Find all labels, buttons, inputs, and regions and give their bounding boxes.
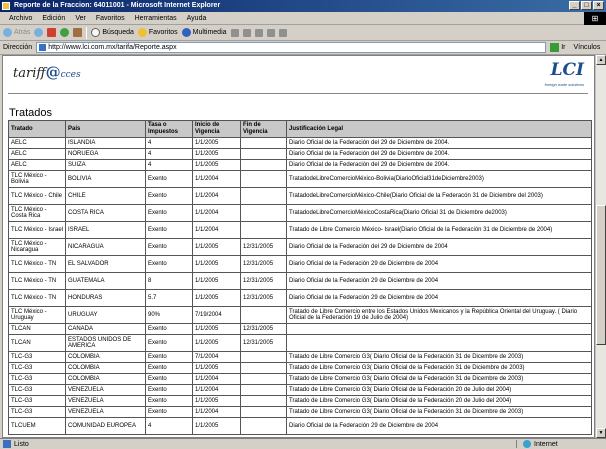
stop-button[interactable] xyxy=(47,28,56,37)
cell-justificacion: Diario Oficial de la Federación del 29 de Diciembre de 2004. xyxy=(287,138,592,149)
cell-justificacion: TratadodeLibreComercioMéxico-Bolivia(DiarioOficial31deDiciembre2003) xyxy=(287,171,592,188)
table-row xyxy=(9,418,592,435)
cell-justificacion: Diario Oficial de la Federación del 29 de Diciembre de 2004. xyxy=(287,160,592,171)
cell-pais: NORUEGA xyxy=(66,149,146,160)
cell-fin: 12/31/2005 xyxy=(241,239,287,256)
table-row xyxy=(9,171,592,188)
cell-fin xyxy=(241,418,287,435)
table-row xyxy=(9,374,592,385)
cell-justificacion xyxy=(287,324,592,335)
forward-button[interactable] xyxy=(34,28,43,37)
cell-justificacion: Diario Oficial de la Federación del 29 de Diciembre de 2004. xyxy=(287,149,592,160)
menu-archivo[interactable]: Archivo xyxy=(9,14,33,22)
print-icon xyxy=(255,29,263,37)
cell-pais: URUGUAY xyxy=(66,307,146,324)
cell-fin xyxy=(241,374,287,385)
logo-left-text-2: cces xyxy=(60,70,81,80)
status-text: Listo xyxy=(14,440,29,448)
cell-fin xyxy=(241,407,287,418)
status-page-icon xyxy=(3,440,11,448)
minimize-button[interactable]: _ xyxy=(569,1,580,10)
cell-pais: VENEZUELA xyxy=(66,407,146,418)
cell-pais: BOLIVIA xyxy=(66,171,146,188)
cell-fin: 12/31/2005 xyxy=(241,273,287,290)
media-label: Multimedia xyxy=(192,29,227,36)
go-arrow-icon xyxy=(550,43,559,52)
table-row xyxy=(9,385,592,396)
header-divider xyxy=(8,93,588,94)
cell-fin xyxy=(241,396,287,407)
cell-pais: COMUNIDAD EUROPEA xyxy=(66,418,146,435)
cell-tasa: Exento xyxy=(146,407,193,418)
cell-tratado: TLCAN xyxy=(9,335,66,352)
cell-tratado: TLC México - TN xyxy=(9,256,66,273)
header-tasa: Tasa o Impuestos xyxy=(146,121,193,138)
cell-tratado: TLC México - Israel xyxy=(9,222,66,239)
cell-inicio: 1/1/2005 xyxy=(193,363,241,374)
discuss-icon xyxy=(279,29,287,37)
cell-inicio: 1/1/2004 xyxy=(193,171,241,188)
cell-tasa: Exento xyxy=(146,222,193,239)
cell-tratado: TLC México - Uruguay xyxy=(9,307,66,324)
table-row xyxy=(9,290,592,307)
table-row xyxy=(9,205,592,222)
back-arrow-icon xyxy=(3,28,12,37)
cell-inicio: 1/1/2005 xyxy=(193,239,241,256)
table-row xyxy=(9,222,592,239)
cell-tasa: 4 xyxy=(146,418,193,435)
cell-justificacion: Diario Oficial de la Federación 29 de Diciembre de 2004 xyxy=(287,256,592,273)
window-controls xyxy=(569,1,604,10)
favorites-label: Favoritos xyxy=(148,29,178,36)
cell-tasa: Exento xyxy=(146,374,193,385)
cell-tasa: Exento xyxy=(146,324,193,335)
cell-tasa: 4 xyxy=(146,138,193,149)
cell-tasa: 5.7 xyxy=(146,290,193,307)
cell-justificacion: Tratado de Libre Comercio G3( Diario Oficial de la Federación 31 de Diciembre de 2003) xyxy=(287,363,592,374)
globe-icon xyxy=(523,440,531,448)
cell-tasa: Exento xyxy=(146,188,193,205)
favorites-star-icon xyxy=(138,28,147,37)
table-row xyxy=(9,335,592,352)
section-title: Tratados xyxy=(9,107,53,119)
cell-inicio: 1/1/2004 xyxy=(193,407,241,418)
security-zone xyxy=(516,440,606,448)
discuss-button[interactable] xyxy=(279,29,287,37)
logo-left-at: @ xyxy=(45,63,61,81)
table-row xyxy=(9,273,592,290)
cell-inicio: 7/19/2004 xyxy=(193,307,241,324)
cell-justificacion: TratadodeLibreComercioMéxicoCostaRica(Diario Oficial 31 de Diciembre de2003) xyxy=(287,205,592,222)
menu-bar xyxy=(0,12,606,25)
history-button[interactable] xyxy=(231,29,239,37)
go-button[interactable] xyxy=(550,43,565,52)
cell-pais: ESTADOS UNIDOS DE AMERICA xyxy=(66,335,146,352)
scroll-thumb[interactable] xyxy=(596,205,606,345)
cell-fin xyxy=(241,160,287,171)
header-fin: Fin de Vigencia xyxy=(241,121,287,138)
cell-inicio: 7/1/2004 xyxy=(193,352,241,363)
back-button[interactable] xyxy=(3,28,30,37)
cell-pais: COSTA RICA xyxy=(66,205,146,222)
cell-fin xyxy=(241,205,287,222)
links-button[interactable]: Vínculos xyxy=(573,44,601,51)
cell-pais: EL SALVADOR xyxy=(66,256,146,273)
cell-tasa: Exento xyxy=(146,385,193,396)
header-inicio: Inicio de Vigencia xyxy=(193,121,241,138)
zone-label: Internet xyxy=(534,440,558,448)
cell-tratado: AELC xyxy=(9,149,66,160)
cell-tratado: TLC México - TN xyxy=(9,290,66,307)
media-icon xyxy=(182,28,191,37)
cell-pais: ISLANDIA xyxy=(66,138,146,149)
maximize-button[interactable]: □ xyxy=(581,1,592,10)
cell-fin: 12/31/2005 xyxy=(241,256,287,273)
history-icon xyxy=(231,29,239,37)
favorites-button[interactable] xyxy=(138,28,178,37)
cell-justificacion: Tratado de Libre Comercio entre los Estados Unidos Mexicanos y la República Oriental del Uruguay. ( Diario Oficial de la Federación 19 de Julio de 2004) xyxy=(287,307,592,324)
page-viewport xyxy=(2,55,595,438)
status-bar xyxy=(0,438,606,449)
cell-inicio: 1/1/2005 xyxy=(193,290,241,307)
search-button[interactable] xyxy=(91,28,134,37)
cell-tratado: AELC xyxy=(9,160,66,171)
stop-icon xyxy=(47,28,56,37)
address-label: Dirección xyxy=(3,44,33,51)
search-label: Búsqueda xyxy=(102,29,134,36)
table-row xyxy=(9,160,592,171)
table-body xyxy=(9,138,592,435)
cell-justificacion: Diario Oficial de la Federación 29 de Diciembre de 2004 xyxy=(287,290,592,307)
cell-tratado: TLCUEM xyxy=(9,418,66,435)
refresh-icon xyxy=(60,28,69,37)
header-pais: País xyxy=(66,121,146,138)
home-icon xyxy=(73,28,82,37)
cell-pais: NICARAGUA xyxy=(66,239,146,256)
table-row xyxy=(9,363,592,374)
cell-pais: ISRAEL xyxy=(66,222,146,239)
cell-tasa: 8 xyxy=(146,273,193,290)
address-url: http://www.lci.com.mx/tarifa/Reporte.aspx xyxy=(48,44,177,51)
close-button[interactable]: × xyxy=(593,1,604,10)
cell-fin xyxy=(241,363,287,374)
cell-inicio: 1/1/2004 xyxy=(193,205,241,222)
cell-tratado: TLC-G3 xyxy=(9,385,66,396)
refresh-button[interactable] xyxy=(60,28,69,37)
cell-tratado: AELC xyxy=(9,138,66,149)
lci-logo: LCI xyxy=(550,60,584,80)
cell-pais: VENEZUELA xyxy=(66,396,146,407)
mail-icon xyxy=(243,29,251,37)
cell-inicio: 1/1/2004 xyxy=(193,188,241,205)
windows-logo-icon: ⊞ xyxy=(584,12,606,25)
cell-inicio: 1/1/2005 xyxy=(193,138,241,149)
toolbar xyxy=(0,25,606,41)
cell-tasa: 90% xyxy=(146,307,193,324)
cell-inicio: 1/1/2005 xyxy=(193,273,241,290)
cell-tasa: 4 xyxy=(146,160,193,171)
logo-left-text-1: tariff xyxy=(13,66,46,81)
cell-tratado: TLC-G3 xyxy=(9,363,66,374)
table-row xyxy=(9,407,592,418)
table-row xyxy=(9,149,592,160)
cell-tratado: TLC México - Chile xyxy=(9,188,66,205)
table-row xyxy=(9,352,592,363)
cell-tasa: Exento xyxy=(146,239,193,256)
table-row xyxy=(9,307,592,324)
home-button[interactable] xyxy=(73,28,82,37)
cell-tasa: Exento xyxy=(146,171,193,188)
menu-edicion[interactable]: Edición xyxy=(42,14,66,22)
cell-tratado: TLC México - Bolivia xyxy=(9,171,66,188)
search-icon xyxy=(91,28,100,37)
cell-tasa: Exento xyxy=(146,352,193,363)
cell-tratado: TLC México - TN xyxy=(9,273,66,290)
table-row xyxy=(9,138,592,149)
cell-pais: CHILE xyxy=(66,188,146,205)
cell-justificacion: Diario Oficial de la Federación del 29 de Diciembre de 2004 xyxy=(287,239,592,256)
window-title: Reporte de la Fraccion: 64011001 - Microsoft Internet Explorer xyxy=(14,2,221,9)
cell-justificacion: Diario Oficial de la Federación 29 de Diciembre de 2004 xyxy=(287,418,592,435)
table-row xyxy=(9,396,592,407)
go-label: Ir xyxy=(561,44,566,51)
page-header xyxy=(3,56,595,96)
vertical-scrollbar[interactable] xyxy=(595,55,606,438)
edit-button[interactable] xyxy=(267,29,275,37)
cell-tratado: TLC México - Nicaragua xyxy=(9,239,66,256)
cell-pais: COLOMBIA xyxy=(66,352,146,363)
cell-inicio: 1/1/2005 xyxy=(193,418,241,435)
address-input[interactable] xyxy=(36,42,546,53)
cell-tasa: Exento xyxy=(146,396,193,407)
cell-inicio: 1/1/2004 xyxy=(193,374,241,385)
table-row xyxy=(9,239,592,256)
cell-tasa: 4 xyxy=(146,149,193,160)
menu-herramientas[interactable]: Herramientas xyxy=(134,14,177,22)
media-button[interactable] xyxy=(182,28,227,37)
cell-tasa: Exento xyxy=(146,363,193,374)
edit-icon xyxy=(267,29,275,37)
cell-fin xyxy=(241,307,287,324)
cell-pais: SUIZA xyxy=(66,160,146,171)
cell-tratado: TLC-G3 xyxy=(9,396,66,407)
cell-inicio: 1/1/2005 xyxy=(193,256,241,273)
cell-inicio: 1/1/2005 xyxy=(193,396,241,407)
cell-justificacion: Tratado de Libre Comercio G3( Diario Oficial de la Federación 31 de Dicembre de 2003) xyxy=(287,352,592,363)
cell-fin: 12/31/2005 xyxy=(241,324,287,335)
cell-pais: GUATEMALA xyxy=(66,273,146,290)
cell-tasa: Exento xyxy=(146,256,193,273)
tariff-access-logo xyxy=(13,63,81,81)
cell-justificacion: TratadodeLibreComercioMéxico-Chile(Diario Oficial de la Federacón 31 de Diciembre del 2003) xyxy=(287,188,592,205)
cell-fin xyxy=(241,171,287,188)
table-row xyxy=(9,256,592,273)
menu-ver[interactable]: Ver xyxy=(75,14,86,22)
table-row xyxy=(9,188,592,205)
cell-fin xyxy=(241,149,287,160)
cell-justificacion: Tratado de Libre Comercio G3( Diario Oficial de la Federación 20 de Julio del 2004) xyxy=(287,385,592,396)
cell-pais: HONDURAS xyxy=(66,290,146,307)
title-bar xyxy=(0,0,606,12)
cell-inicio: 1/1/2005 xyxy=(193,149,241,160)
ie-page-icon xyxy=(2,2,10,10)
cell-justificacion: Tratado de Libre Comercio G3( Diario Oficial de la Federación 31 de Dicembre de 2003) xyxy=(287,407,592,418)
cell-fin: 12/31/2005 xyxy=(241,335,287,352)
mail-button[interactable] xyxy=(243,29,251,37)
print-button[interactable] xyxy=(255,29,263,37)
toolbar-separator xyxy=(86,27,87,39)
cell-pais: CANADA xyxy=(66,324,146,335)
cell-justificacion xyxy=(287,335,592,352)
cell-pais: VENEZUELA xyxy=(66,385,146,396)
cell-justificacion: Tratado de Libre Comercio G3( Diario Oficial de la Federación 20 de Julio del 2004) xyxy=(287,396,592,407)
menu-favoritos[interactable]: Favoritos xyxy=(95,14,125,22)
cell-justificacion: Diario Oficial de la Federación 29 de Diciembre de 2004 xyxy=(287,273,592,290)
cell-inicio: 1/1/2005 xyxy=(193,335,241,352)
page-icon xyxy=(39,44,46,51)
cell-tratado: TLC-G3 xyxy=(9,352,66,363)
cell-tratado: TLC México - Costa Rica xyxy=(9,205,66,222)
cell-pais: COLOMBIA xyxy=(66,374,146,385)
cell-tratado: TLC-G3 xyxy=(9,374,66,385)
cell-fin xyxy=(241,385,287,396)
cell-fin: 12/31/2005 xyxy=(241,290,287,307)
cell-justificacion: Tratado de Libre Comercio G3( Diario Oficial de la Federación 31 de Dicembre de 2003) xyxy=(287,374,592,385)
cell-inicio: 1/1/2004 xyxy=(193,222,241,239)
address-bar xyxy=(0,41,606,55)
cell-inicio: 1/1/2005 xyxy=(193,324,241,335)
table-row xyxy=(9,324,592,335)
cell-fin xyxy=(241,188,287,205)
cell-tasa: Exento xyxy=(146,335,193,352)
cell-fin xyxy=(241,352,287,363)
cell-justificacion: Tratado de Libre Comercio México- Israel(Diario Oficial de la Federación 31 de Diciembre de 2004) xyxy=(287,222,592,239)
table-header-row xyxy=(9,121,592,138)
cell-tratado: TLC-G3 xyxy=(9,407,66,418)
lci-tagline: foreign trade solutions xyxy=(544,82,584,87)
forward-arrow-icon xyxy=(34,28,43,37)
header-justificacion: Justificación Legal xyxy=(287,121,592,138)
cell-inicio: 1/1/2004 xyxy=(193,385,241,396)
cell-fin xyxy=(241,222,287,239)
cell-fin xyxy=(241,138,287,149)
cell-tasa: Exento xyxy=(146,205,193,222)
back-label: Atrás xyxy=(14,29,31,36)
cell-tratado: TLCAN xyxy=(9,324,66,335)
cell-inicio: 1/1/2005 xyxy=(193,160,241,171)
cell-pais: COLOMBIA xyxy=(66,363,146,374)
tratados-table xyxy=(8,120,592,435)
scroll-down-arrow-icon[interactable]: ▼ xyxy=(596,428,606,438)
scroll-up-arrow-icon[interactable]: ▲ xyxy=(596,55,606,65)
menu-ayuda[interactable]: Ayuda xyxy=(186,14,207,22)
header-tratado: Tratado xyxy=(9,121,66,138)
